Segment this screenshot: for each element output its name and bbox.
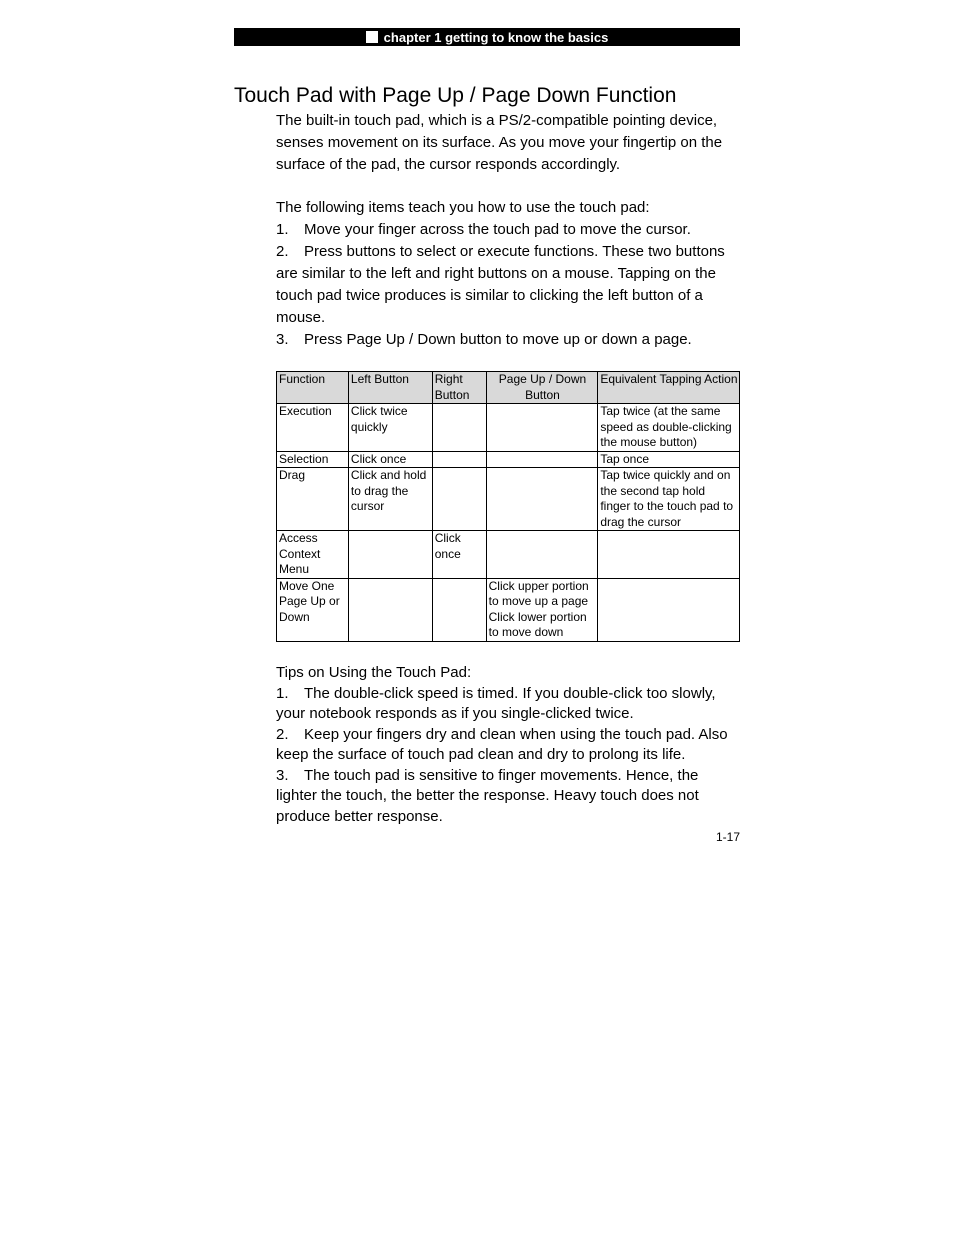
intro-paragraph: The built-in touch pad, which is a PS/2-compatible pointing device, senses movement on its surface. As you move your fingertip on the surface of the pad, the cursor responds accordingly. [276,112,723,173]
table-header: Function [277,372,349,404]
tip-number: 2. [276,725,289,743]
step-text: Press Page Up / Down button to move up or down a page. [304,331,692,348]
chapter-header [234,28,740,46]
table-cell: Click and hold to drag the cursor [348,468,432,531]
table-cell: Click upper portion to move up a page Click lower portion to move down [486,578,598,641]
table-cell [598,531,740,579]
tip-text: The double-click speed is timed. If you double-click too slowly, your notebook responds as if you single-clicked twice. [276,684,716,722]
step-item [276,219,742,241]
table-header: Right Button [432,372,486,404]
tip-number: 1. [276,684,289,702]
table-cell: Access Context Menu [277,531,349,579]
intro-section [276,110,742,351]
table-cell: Click twice quickly [348,404,432,452]
table-header: Equivalent Tapping Action [598,372,740,404]
table-cell: Execution [277,404,349,452]
table-cell [432,578,486,641]
step-number: 3. [276,331,289,348]
tip-item [276,684,742,725]
table-row [277,404,740,452]
tip-number: 3. [276,766,289,784]
table-cell [486,531,598,579]
table-cell [432,404,486,452]
table-cell [348,578,432,641]
table-row [277,468,740,531]
table-header-row [277,372,740,404]
table-cell: Selection [277,451,349,468]
table-cell [432,468,486,531]
step-number: 1. [276,221,289,238]
tips-section [276,663,742,827]
tip-item [276,725,742,766]
table-row [277,578,740,641]
touchpad-function-table [276,371,740,642]
step-item [276,241,742,329]
page-title: Touch Pad with Page Up / Page Down Function [234,84,677,107]
table-cell [486,404,598,452]
table-cell: Move One Page Up or Down [277,578,349,641]
page-number: 1-17 [715,830,740,844]
table-cell: Tap twice (at the same speed as double-clicking the mouse button) [598,404,740,452]
table-cell: Tap twice quickly and on the second tap hold finger to the touch pad to drag the cursor [598,468,740,531]
steps-intro: The following items teach you how to use the touch pad: [276,199,650,216]
table-cell: Tap once [598,451,740,468]
tip-item [276,766,742,828]
step-text: Press buttons to select or execute functions. These two buttons are similar to the left and right buttons on a mouse. Tapping on the touch pad twice produces is similar to clicking the left button of a mouse. [276,243,725,326]
table-cell: Drag [277,468,349,531]
step-number: 2. [276,243,289,260]
chapter-title: chapter 1 getting to know the basics [383,29,609,45]
table-cell [486,468,598,531]
table-cell [486,451,598,468]
table-cell: Click once [348,451,432,468]
tip-text: The touch pad is sensitive to finger movements. Hence, the lighter the touch, the better the response. Heavy touch does not produce better response. [276,766,699,825]
tips-title: Tips on Using the Touch Pad: [276,664,472,681]
tip-text: Keep your fingers dry and clean when using the touch pad. Also keep the surface of touch pad clean and dry to prolong its life. [276,725,728,763]
step-item [276,329,742,351]
table-cell [598,578,740,641]
step-text: Move your finger across the touch pad to move the cursor. [304,221,691,238]
table-cell [348,531,432,579]
table-cell: Click once [432,531,486,579]
table-row [277,531,740,579]
table-row [277,451,740,468]
table-header: Page Up / Down Button [486,372,598,404]
table-cell [432,451,486,468]
square-bullet-icon [366,31,378,43]
table-header: Left Button [348,372,432,404]
